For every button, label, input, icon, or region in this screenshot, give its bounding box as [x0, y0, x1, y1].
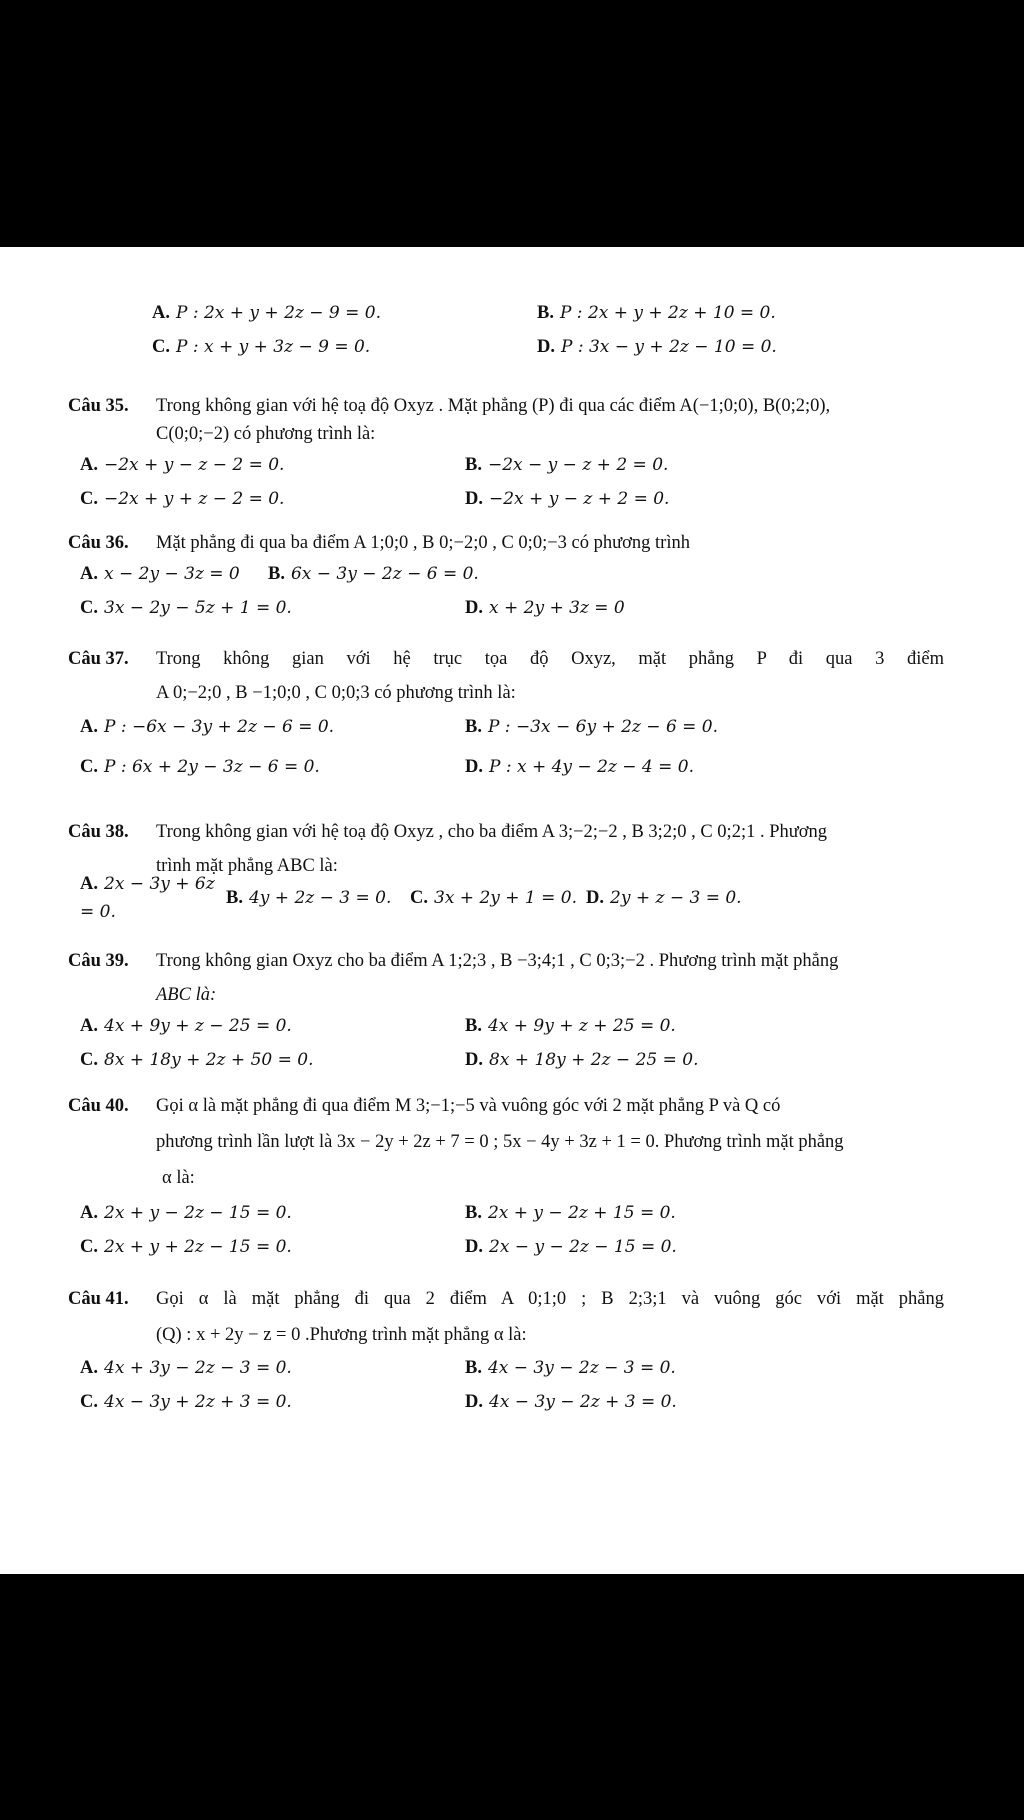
option-c: C. P : 6x + 2y − 3z − 6 = 0. — [80, 757, 320, 777]
option-b: B. 6x − 3y − 2z − 6 = 0. — [268, 564, 479, 584]
question-stem: Trong không gian Oxyz cho ba điểm A 1;2;3 , B −3;4;1 , C 0;3;−2 . Phương trình mặt phẳng — [156, 951, 839, 971]
option-d: D. 4x − 3y − 2z + 3 = 0. — [465, 1392, 677, 1412]
question-37 — [68, 645, 944, 787]
option-a: A. x − 2y − 3z = 0 — [80, 564, 240, 584]
option-b: B. P : −3x − 6y + 2z − 6 = 0. — [465, 717, 719, 737]
top-options — [68, 296, 944, 364]
option-a: A. P : −6x − 3y + 2z − 6 = 0. — [80, 717, 335, 737]
option-d: D. x + 2y + 3z = 0 — [465, 598, 625, 618]
option-d: D. 2y + z − 3 = 0. — [586, 888, 742, 908]
question-stem-cont: phương trình lần lượt là 3x − 2y + 2z + 7 = 0 ; 5x − 4y + 3z + 1 = 0. Phương trình mặt phẳng — [156, 1132, 844, 1152]
option-b: B. 4x + 9y + z + 25 = 0. — [465, 1016, 676, 1036]
question-stem-cont: C(0;0;−2) có phương trình là: — [156, 424, 376, 444]
option-d: D. 2x − y − 2z − 15 = 0. — [465, 1237, 677, 1257]
question-stem: Mặt phẳng đi qua ba điểm A 1;0;0 , B 0;−2;0 , C 0;0;−3 có phương trình — [156, 533, 690, 553]
option-b: B. 4y + 2z − 3 = 0. — [226, 888, 392, 908]
option-c: C. 2x + y + 2z − 15 = 0. — [80, 1237, 292, 1257]
question-stem: Trong không gian với hệ toạ độ Oxyz , cho ba điểm A 3;−2;−2 , B 3;2;0 , C 0;2;1 . Phương — [156, 822, 828, 842]
question-stem-cont: trình mặt phẳng ABC là: — [156, 856, 338, 876]
question-number: Câu 38. — [68, 822, 129, 842]
option-d: D. P : x + 4y − 2z − 4 = 0. — [465, 757, 694, 777]
option-d: D. 8x + 18y + 2z − 25 = 0. — [465, 1050, 699, 1070]
question-stem-cont: (Q) : x + 2y − z = 0 .Phương trình mặt phẳng α là: — [156, 1325, 527, 1345]
question-number: Câu 40. — [68, 1096, 129, 1116]
question-41 — [68, 1285, 944, 1419]
question-number: Câu 37. — [68, 649, 129, 669]
question-39 — [68, 947, 944, 1077]
question-number: Câu 41. — [68, 1289, 129, 1309]
question-stem: Gọi α là mặt phẳng đi qua 2 điểm A 0;1;0 ; B 2;3;1 và vuông góc với mặt phẳng — [156, 1289, 944, 1309]
option-a: A. P : 2x + y + 2z − 9 = 0. — [152, 303, 381, 323]
question-number: Câu 36. — [68, 533, 129, 553]
option-c: C. 3x + 2y + 1 = 0. — [410, 888, 578, 908]
option-c: C. P : x + y + 3z − 9 = 0. — [152, 337, 371, 357]
option-c: C. −2x + y + z − 2 = 0. — [80, 489, 285, 509]
question-40 — [68, 1092, 944, 1264]
question-stem: Trong không gian với hệ trục tọa độ Oxyz, mặt phẳng P đi qua 3 điểm — [156, 649, 944, 669]
option-b: B. 2x + y − 2z + 15 = 0. — [465, 1203, 676, 1223]
question-stem: Gọi α là mặt phẳng đi qua điểm M 3;−1;−5 và vuông góc với 2 mặt phẳng P và Q có — [156, 1096, 781, 1116]
option-b: B. 4x − 3y − 2z − 3 = 0. — [465, 1358, 676, 1378]
question-stem-cont: ABC là: — [156, 985, 217, 1005]
question-35 — [68, 392, 944, 516]
option-c: C. 3x − 2y − 5z + 1 = 0. — [80, 598, 292, 618]
option-a: A. 2x + y − 2z − 15 = 0. — [80, 1203, 292, 1223]
question-stem: Trong không gian với hệ toạ độ Oxyz . Mặt phẳng (P) đi qua các điểm A(−1;0;0), B(0;2;0), — [156, 396, 831, 416]
option-a: A. 4x + 3y − 2z − 3 = 0. — [80, 1358, 292, 1378]
option-b: B. P : 2x + y + 2z + 10 = 0. — [537, 303, 776, 323]
option-c: C. 8x + 18y + 2z + 50 = 0. — [80, 1050, 314, 1070]
option-b: B. −2x − y − z + 2 = 0. — [465, 455, 669, 475]
question-stem-cont-2: α là: — [162, 1168, 195, 1188]
option-a: A. 2x − 3y + 6z = 0. — [80, 874, 215, 922]
document-page — [0, 247, 1024, 1574]
question-number: Câu 35. — [68, 396, 129, 416]
question-38 — [68, 818, 944, 922]
question-stem-cont: A 0;−2;0 , B −1;0;0 , C 0;0;3 có phương trình là: — [156, 683, 516, 703]
option-a: A. 4x + 9y + z − 25 = 0. — [80, 1016, 292, 1036]
option-c: C. 4x − 3y + 2z + 3 = 0. — [80, 1392, 292, 1412]
option-d: D. −2x + y − z + 2 = 0. — [465, 489, 670, 509]
question-36 — [68, 529, 944, 625]
option-d: D. P : 3x − y + 2z − 10 = 0. — [537, 337, 777, 357]
question-number: Câu 39. — [68, 951, 129, 971]
option-a: A. −2x + y − z − 2 = 0. — [80, 455, 285, 475]
